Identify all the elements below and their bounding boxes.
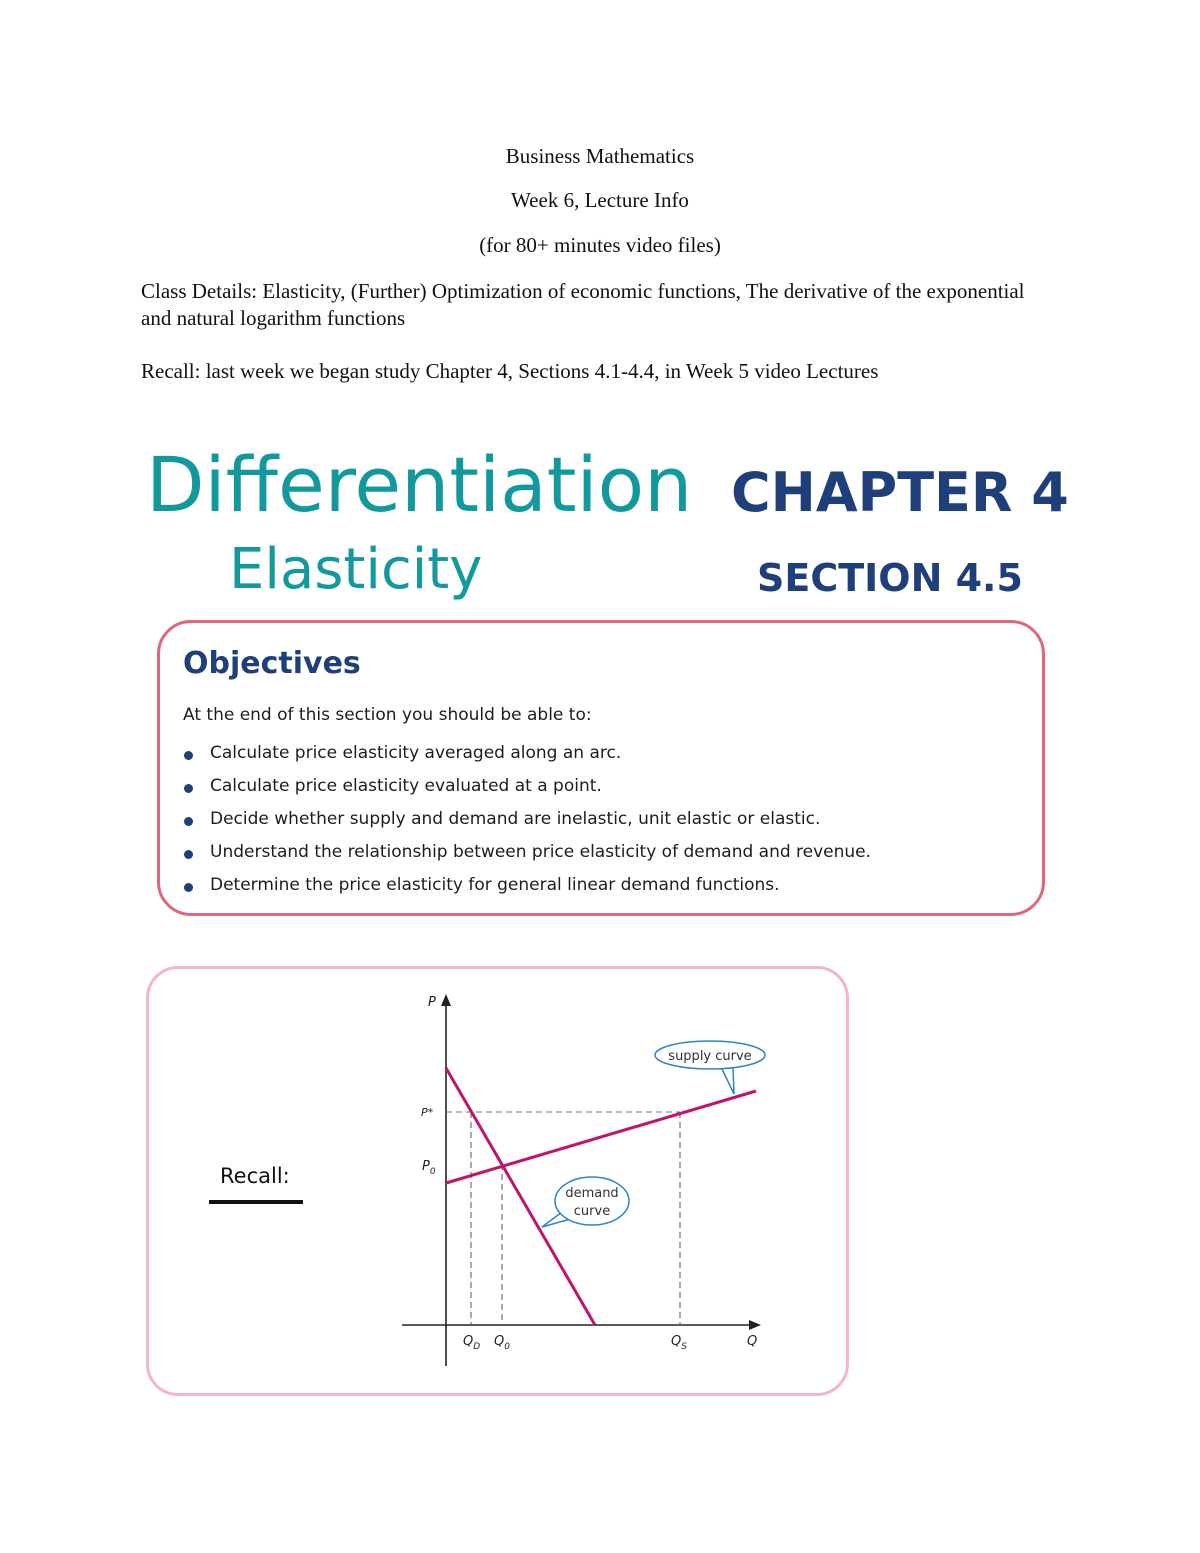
demand-curve-label-line2: curve: [573, 1204, 611, 1219]
supply-curve-label: supply curve: [668, 1049, 752, 1064]
qd-label: $Q_D$: [463, 1334, 481, 1352]
p-zero-label: $P_0$: [422, 1159, 436, 1177]
objectives-intro: At the end of this section you should be able to:: [183, 705, 592, 725]
objective-text: Determine the price elasticity for general linear demand functions.: [210, 875, 780, 895]
banner-chapter: CHAPTER 4: [731, 461, 1069, 524]
q-axis-label: Q: [747, 1334, 758, 1349]
objective-text: Calculate price elasticity averaged along an arc.: [210, 743, 622, 763]
q0-label: $Q_0$: [494, 1334, 510, 1352]
banner-subtitle: Elasticity: [229, 537, 483, 602]
class-details: Class Details: Elasticity, (Further) Optimization of economic functions, The derivative of the exponential and natural logarithm functions: [141, 279, 1025, 330]
q-axis-arrow: [749, 1320, 761, 1330]
week-title: Week 6, Lecture Info: [511, 188, 689, 212]
supply-callout-pointer: [722, 1068, 734, 1094]
banner-title: Differentiation: [146, 440, 693, 529]
p-star-label: P*: [421, 1106, 434, 1119]
course-title: Business Mathematics: [505, 144, 695, 168]
objectives-title: Objectives: [183, 646, 361, 681]
p-axis-label: P: [428, 995, 436, 1010]
recall-text: Recall: last week we began study Chapter 4, Sections 4.1-4.4, in Week 5 video Lectures: [141, 359, 879, 383]
demand-curve-label-line1: demand: [565, 1186, 619, 1201]
video-note: (for 80+ minutes video files): [479, 233, 721, 257]
p-axis-arrow: [441, 994, 451, 1006]
banner-section: SECTION 4.5: [757, 556, 1023, 600]
recall-label: Recall:: [220, 1164, 290, 1188]
supply-curve: [446, 1091, 756, 1183]
objective-text: Calculate price elasticity evaluated at a point.: [210, 776, 602, 796]
objective-text: Decide whether supply and demand are inelastic, unit elastic or elastic.: [210, 809, 821, 829]
objective-text: Understand the relationship between price elasticity of demand and revenue.: [210, 842, 872, 862]
qs-label: $Q_S$: [671, 1334, 687, 1352]
